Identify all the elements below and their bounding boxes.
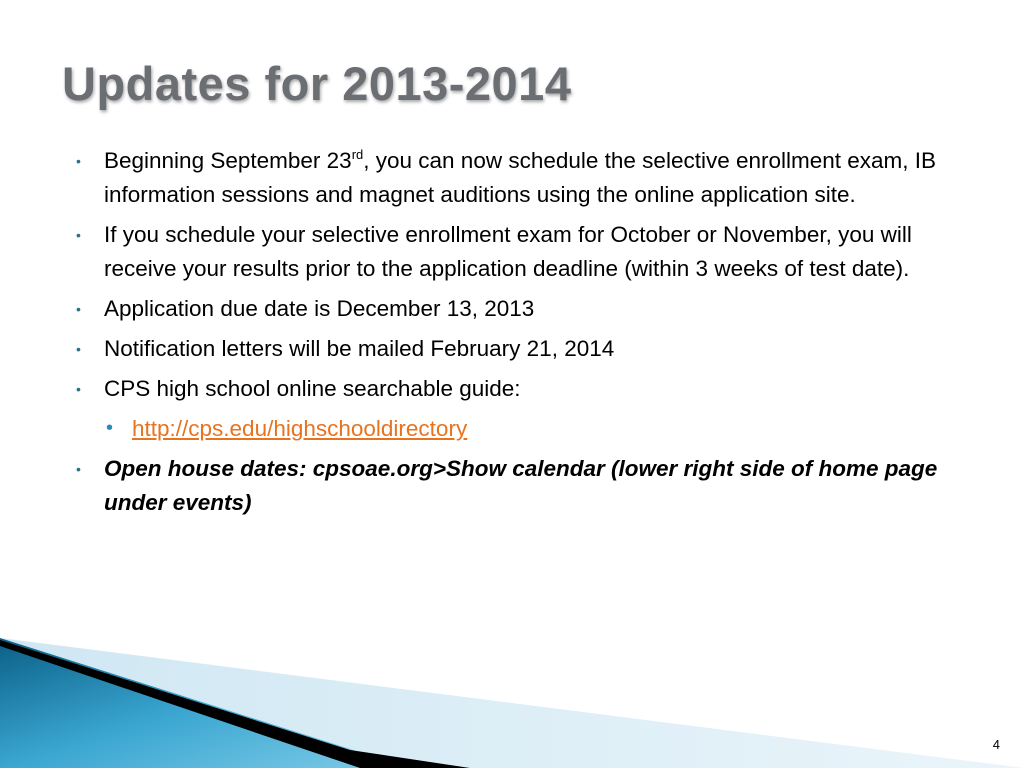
directory-link[interactable]: http://cps.edu/highschooldirectory [132,416,468,441]
bullet-icon: • [76,227,81,243]
bullet-list [70,144,970,526]
bullet-item-due-date [70,292,970,326]
bullet-item-results [70,218,970,286]
bullet-text-pre: Beginning September 23 [104,148,352,173]
bullet-text: Application due date is December 13, 2013 [104,296,535,321]
bullet-text-sup: rd [351,147,364,162]
bullet-text: CPS high school online searchable guide: [104,376,521,401]
page-number: 4 [992,737,1000,752]
bullet-item-open-house [70,452,970,520]
bullet-text: If you schedule your selective enrollment exam for October or November, you will receive your results prior to the application deadline (within 3 weeks of test date). [104,222,912,281]
bullet-icon: • [76,153,81,169]
bullet-icon: • [76,301,81,317]
slide-title: Updates for 2013-2014 [62,57,572,110]
bullet-icon: • [76,381,81,397]
bullet-text: Notification letters will be mailed February 21, 2014 [104,336,615,361]
bullet-item-guide [70,372,970,406]
decorative-swoosh [0,638,1024,768]
bullet-text: Open house dates: cpsoae.org>Show calendar (lower right side of home page under events) [104,456,938,515]
sub-bullet-icon: • [106,417,114,439]
sub-bullet-item-link [70,412,970,446]
bullet-item-registration [70,144,970,212]
bullet-icon: • [76,461,81,477]
bullet-text-post: , you can now schedule the selective enrollment exam, IB information sessions and magnet auditions using the online application site. [104,148,937,207]
bullet-item-notification [70,332,970,366]
bullet-icon: • [76,341,81,357]
